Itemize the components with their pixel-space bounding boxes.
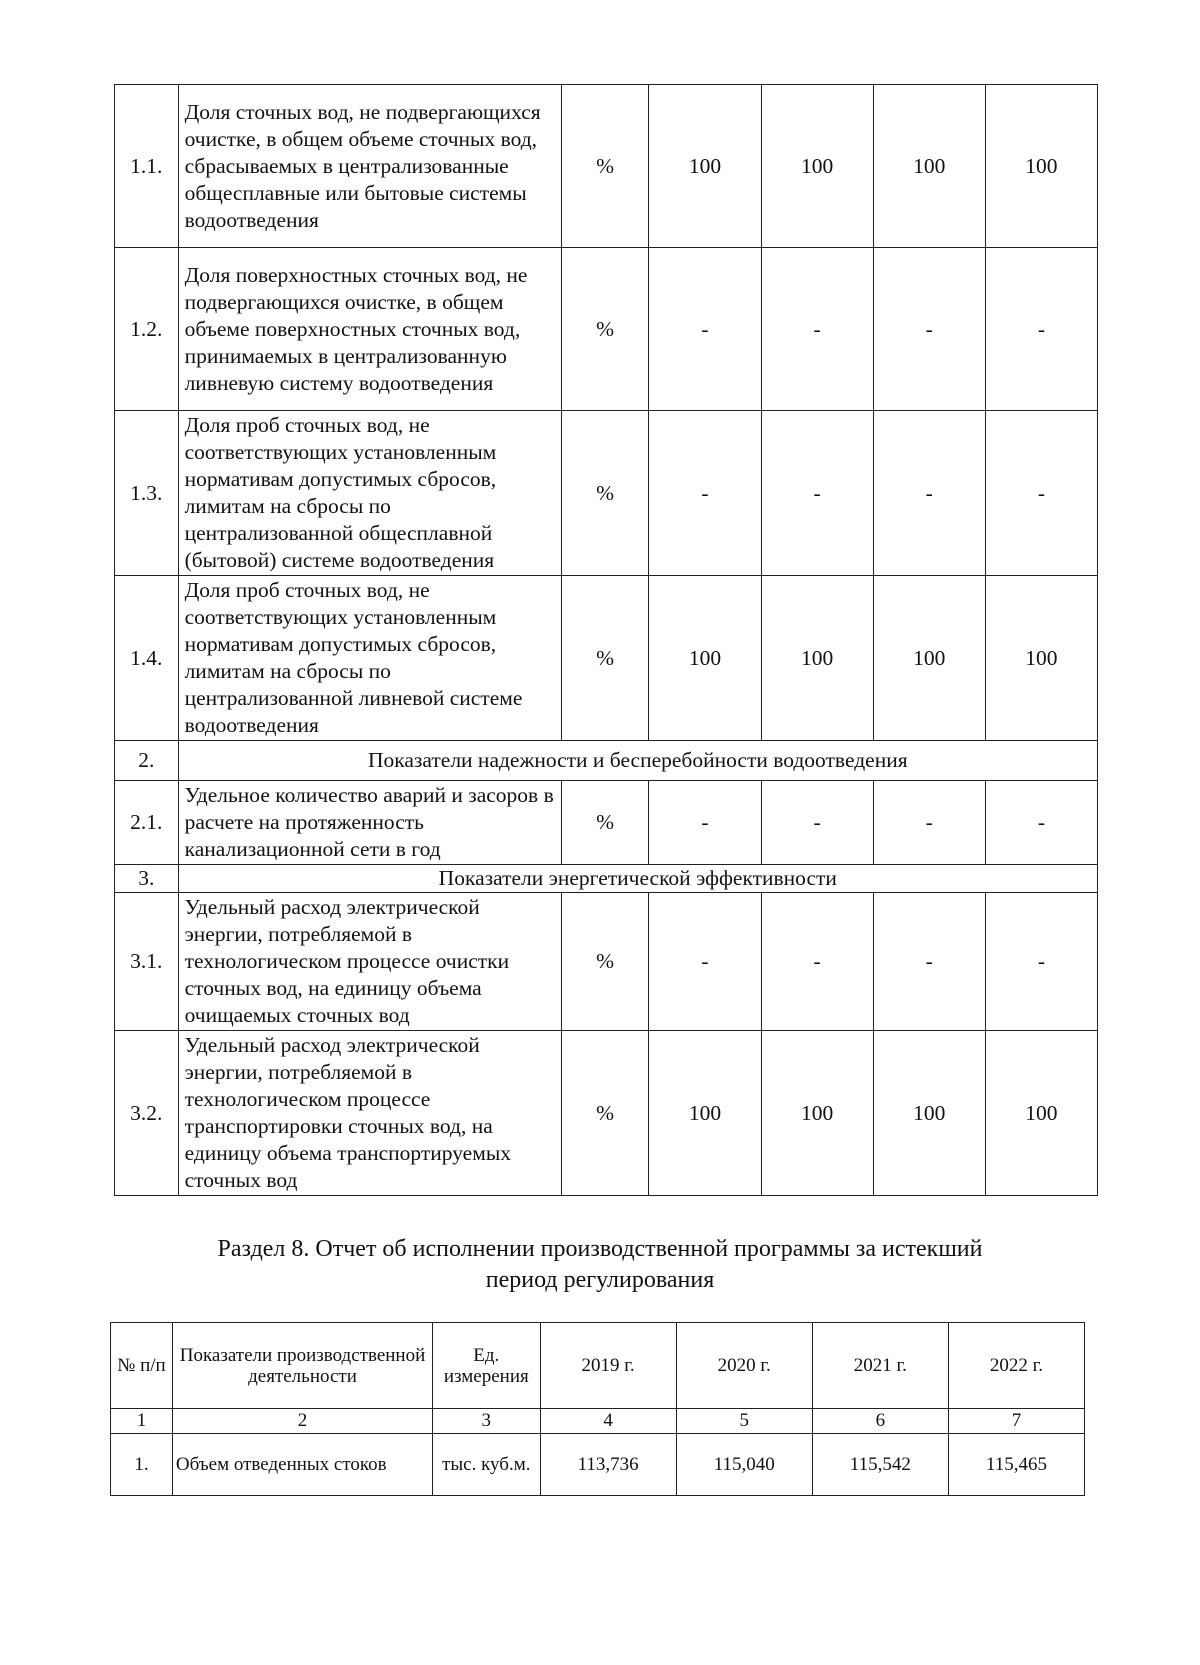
value-cell: - (985, 411, 1097, 576)
value-cell: - (761, 781, 873, 865)
value-cell: 100 (649, 1031, 761, 1196)
table-row (115, 248, 1098, 411)
table-row (115, 893, 1098, 1031)
column-number: 5 (676, 1409, 812, 1434)
value-cell: 115,465 (948, 1434, 1084, 1496)
section-8-title-line-1: Раздел 8. Отчет об исполнении производственной программы за истекший (217, 1236, 983, 1262)
value-cell: 115,542 (812, 1434, 948, 1496)
header-indicator: Показатели производственной деятельности (172, 1323, 432, 1409)
value-cell: 100 (873, 1031, 985, 1196)
value-cell: - (873, 248, 985, 411)
column-number: 1 (111, 1409, 173, 1434)
header-number: № п/п (111, 1323, 173, 1409)
row-number: 1.3. (115, 411, 179, 576)
value-cell: - (985, 781, 1097, 865)
indicator-description: Доля проб сточных вод, не соответствующих установленным нормативам допустимых сбросов, лимитам на сбросы по централизованной общесплавной (бытовой) системе водоотведения (178, 411, 561, 576)
unit-cell: % (561, 781, 649, 865)
row-number: 1. (111, 1434, 173, 1496)
value-cell: - (873, 781, 985, 865)
value-cell: 100 (985, 576, 1097, 741)
row-number: 1.4. (115, 576, 179, 741)
header-year: 2021 г. (812, 1323, 948, 1409)
header-year: 2019 г. (540, 1323, 676, 1409)
table-row (115, 85, 1098, 248)
value-cell: 113,736 (540, 1434, 676, 1496)
value-cell: 100 (985, 1031, 1097, 1196)
column-number: 2 (172, 1409, 432, 1434)
row-number: 3.1. (115, 893, 179, 1031)
indicator-description: Доля поверхностных сточных вод, не подвергающихся очистке, в общем объеме поверхностных сточных вод, принимаемых в централизованную ливневую систему водоотведения (178, 248, 561, 411)
value-cell: 100 (649, 576, 761, 741)
value-cell: - (873, 411, 985, 576)
table-row (111, 1434, 1085, 1496)
table-row (115, 1031, 1098, 1196)
indicator-description: Удельный расход электрической энергии, потребляемой в технологическом процессе транспортировки сточных вод, на единицу объема транспортируемых сточных вод (178, 1031, 561, 1196)
value-cell: - (649, 781, 761, 865)
section-number: 2. (115, 741, 179, 781)
section-row (115, 865, 1098, 893)
value-cell: - (761, 411, 873, 576)
column-number: 3 (433, 1409, 540, 1434)
row-number: 3.2. (115, 1031, 179, 1196)
indicator-description: Доля проб сточных вод, не соответствующих установленным нормативам допустимых сбросов, лимитам на сбросы по централизованной ливневой системе водоотведения (178, 576, 561, 741)
column-number-row (111, 1409, 1085, 1434)
column-number: 6 (812, 1409, 948, 1434)
value-cell: - (873, 893, 985, 1031)
value-cell: 100 (985, 85, 1097, 248)
indicator-description: Удельный расход электрической энергии, потребляемой в технологическом процессе очистки сточных вод, на единицу объема очищаемых сточных вод (178, 893, 561, 1031)
section-title: Показатели энергетической эффективности (178, 865, 1097, 893)
value-cell: - (761, 248, 873, 411)
value-cell: - (649, 248, 761, 411)
unit-cell: % (561, 1031, 649, 1196)
row-number: 2.1. (115, 781, 179, 865)
value-cell: - (761, 893, 873, 1031)
section-title: Показатели надежности и бесперебойности водоотведения (178, 741, 1097, 781)
unit-cell: тыс. куб.м. (433, 1434, 540, 1496)
unit-cell: % (561, 893, 649, 1031)
report-table (110, 1322, 1085, 1496)
value-cell: 100 (649, 85, 761, 248)
indicators-table (114, 84, 1098, 1196)
section-8-title-line-2: период регулирования (485, 1267, 715, 1293)
unit-cell: % (561, 411, 649, 576)
section-row (115, 741, 1098, 781)
table-row (115, 781, 1098, 865)
value-cell: 100 (761, 85, 873, 248)
section-number: 3. (115, 865, 179, 893)
value-cell: - (649, 411, 761, 576)
value-cell: 100 (761, 576, 873, 741)
column-number: 4 (540, 1409, 676, 1434)
unit-cell: % (561, 85, 649, 248)
row-number: 1.2. (115, 248, 179, 411)
value-cell: 100 (873, 576, 985, 741)
table-row (115, 411, 1098, 576)
table-row (115, 576, 1098, 741)
indicator-description: Доля сточных вод, не подвергающихся очистке, в общем объеме сточных вод, сбрасываемых в централизованные общесплавные или бытовые системы водоотведения (178, 85, 561, 248)
column-number: 7 (948, 1409, 1084, 1434)
unit-cell: % (561, 576, 649, 741)
indicator-name: Объем отведенных стоков (172, 1434, 432, 1496)
indicator-description: Удельное количество аварий и засоров в расчете на протяженность канализационной сети в год (178, 781, 561, 865)
value-cell: - (649, 893, 761, 1031)
value-cell: 100 (873, 85, 985, 248)
value-cell: 100 (761, 1031, 873, 1196)
value-cell: 115,040 (676, 1434, 812, 1496)
header-row (111, 1323, 1085, 1409)
header-year: 2020 г. (676, 1323, 812, 1409)
section-8-title (100, 1234, 1100, 1296)
header-unit: Ед. измерения (433, 1323, 540, 1409)
value-cell: - (985, 248, 1097, 411)
value-cell: - (985, 893, 1097, 1031)
header-year: 2022 г. (948, 1323, 1084, 1409)
unit-cell: % (561, 248, 649, 411)
row-number: 1.1. (115, 85, 179, 248)
